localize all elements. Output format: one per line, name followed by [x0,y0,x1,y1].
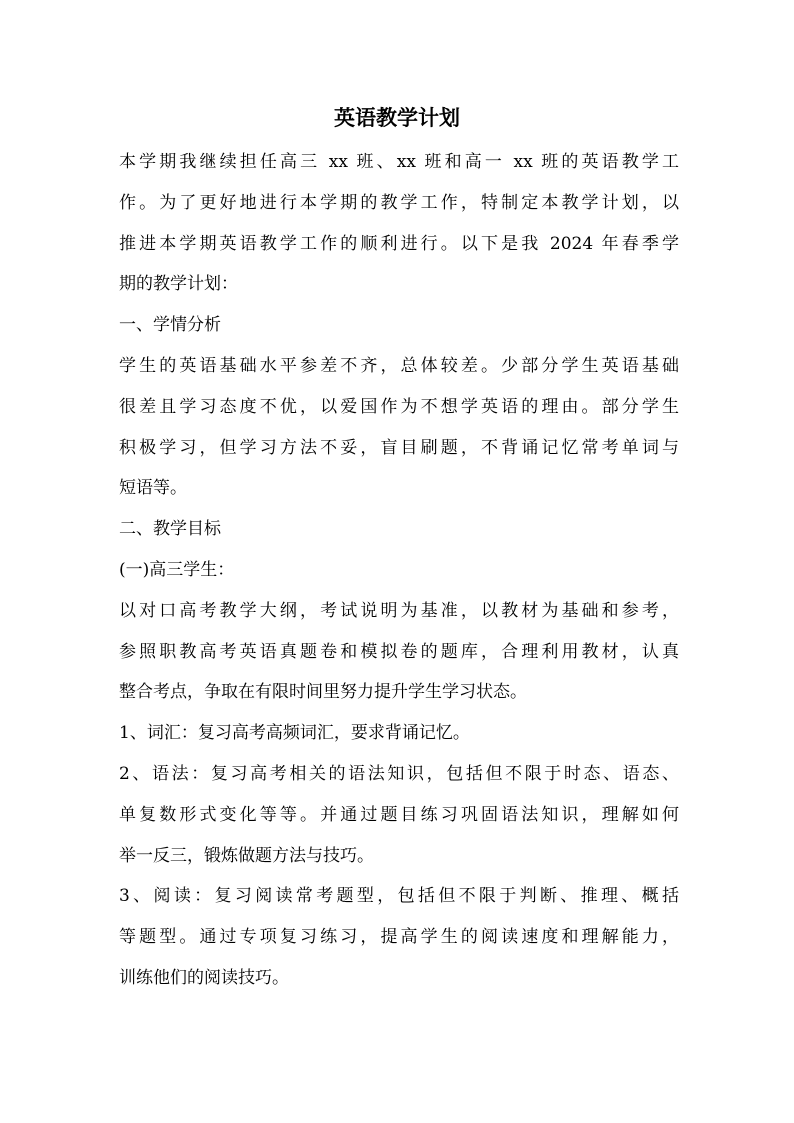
text-line: 期的教学计划： [119,274,238,295]
text-line: 推进本学期英语教学工作的顺利进行。以下是我 2024 年春季学 [119,233,679,254]
text-line: 积极学习，但学习方法不妥，盲目刷题，不背诵记忆常考单词与 [119,437,679,458]
paragraph-item-grammar [119,754,679,876]
text-line: 整合考点，争取在有限时间里努力提升学生学习状态。 [119,682,527,703]
paragraph-intro [119,142,679,305]
text-line: 二、教学目标 [119,519,221,540]
text-line: 很差且学习态度不优，以爱国作为不想学英语的理由。部分学生 [119,396,679,417]
text-line: 等题型。通过专项复习练习，提高学生的阅读速度和理解能力， [119,927,679,948]
text-line: 单复数形式变化等等。并通过题目练习巩固语法知识，理解如何 [119,804,679,825]
text-line: 一、学情分析 [119,315,221,336]
text-line: 训练他们的阅读技巧。 [119,967,289,988]
text-line: 以对口高考教学大纲，考试说明为基准，以教材为基础和参考， [119,600,679,621]
paragraph-heading-2 [119,509,679,550]
text-line: 参照职教高考英语真题卷和模拟卷的题库，合理利用教材，认真 [119,641,679,662]
paragraph-heading-1 [119,305,679,346]
text-line: 作。为了更好地进行本学期的教学工作，特制定本教学计划，以 [119,192,679,213]
document-title: 英语教学计划 [334,106,460,130]
text-line: 本学期我继续担任高三 xx 班、xx 班和高一 xx 班的英语教学工 [119,152,679,172]
paragraph-goal-overview [119,591,679,713]
text-line: 1、词汇：复习高考高频词汇，要求背诵记忆。 [119,723,470,744]
document-body [119,142,679,999]
text-line: 学生的英语基础水平参差不齐，总体较差。少部分学生英语基础 [119,355,679,376]
text-line: 2、语法：复习高考相关的语法知识，包括但不限于时态、语态、 [119,763,679,784]
paragraph-item-vocabulary [119,713,679,754]
text-line: 短语等。 [119,478,187,499]
paragraph-analysis [119,346,679,509]
paragraph-subheading-1 [119,550,679,591]
text-line: 举一反三，锻炼做题方法与技巧。 [119,845,374,866]
text-line: (一)高三学生： [119,559,235,580]
text-line: 3、阅读：复习阅读常考题型，包括但不限于判断、推理、概括 [119,886,679,907]
paragraph-item-reading [119,876,679,998]
